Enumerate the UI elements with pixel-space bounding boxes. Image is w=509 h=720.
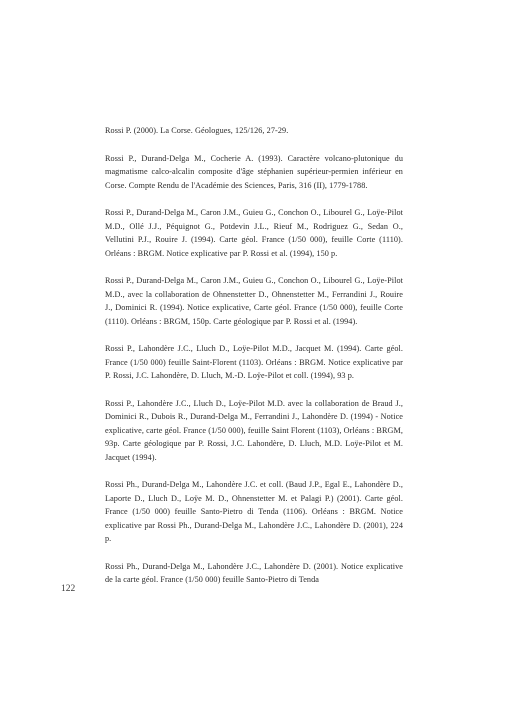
reference-entry: Rossi Ph., Durand-Delga M., Lahondère J.C., Lahondère D. (2001). Notice explicative de la carte géol. France (1/50 000) feuille Santo-Pietro di Tenda bbox=[105, 561, 403, 584]
reference-entry: Rossi P., Lahondère J.C., Lluch D., Loÿe-Pilot M.D. avec la collaboration de Braud J., Dominici R., Dubois R., Durand-Delga M., Ferrandini J., Lahondère D. (1994) - Notice explicative, carte géol. France (1/50 000), feuille Saint Florent (1103), Orléans : BRGM, 93p. Carte géologique par P. Rossi, J.C. Lahondère, D. Lluch, M.D. Loÿe-Pilot et M. Jacquet (1994). bbox=[105, 398, 403, 462]
reference-entry: Rossi P., Durand-Delga M., Caron J.M., Guieu G., Conchon O., Libourel G., Loÿe-Pilot M.D., Ollé J.J., Péquignot G., Potdevin J.L., Rieuf M., Rodriguez G., Sedan O., Vellutini P.J., Rouire J. (1994). Carte géol. France (1/50 000), feuille Corte (1110). Orléans : BRGM. Notice explicative par P. Rossi et al. (1994), 150 p. bbox=[105, 208, 403, 258]
reference-entry: Rossi P., Durand-Delga M., Cocherie A. (1993). Caractère volcano-plutonique du magmatisme calco-alcalin composite d'âge stéphanien supérieur-permien inférieur en Corse. Compte Rendu de l'Académie des Sciences, Paris, 316 (II), 1779-1788. bbox=[105, 153, 403, 190]
reference-entry: Rossi Ph., Durand-Delga M., Lahondère J.C. et coll. (Baud J.P., Egal E., Lahondère D., Laporte D., Lluch D., Loÿe M. D., Ohnenstetter M. et Palagi P.) (2001). Carte géol. France (1/50 000) feuille Santo-Pietro di Tenda (1106). Orléans : BRGM. Notice explicative par Rossi Ph., Durand-Delga M., Lahondère J.C., Lahondère D. (2001), 224 p. bbox=[105, 480, 403, 543]
reference-entry: Rossi P., Lahondère J.C., Lluch D., Loÿe-Pilot M.D., Jacquet M. (1994). Carte géol. France (1/50 000) feuille Saint-Florent (1103). Orléans : BRGM. Notice explicative par P. Rossi, J.C. Lahondère, D. Lluch, M.-D. Loÿe-Pilot et coll. (1994), 93 p. bbox=[105, 344, 403, 380]
reference-entry: Rossi P., Durand-Delga M., Caron J.M., Guieu G., Conchon O., Libourel G., Loÿe-Pilot M.D., avec la collaboration de Ohnenstetter D., Ohnenstetter M., Ferrandini J., Rouire J., Dominici R. (1994). Notice explicative, Carte géol. France (1/50 000), feuille Corte (1110). Orléans : BRGM, 150p. Carte géologique par P. Rossi et al. (1994). bbox=[105, 276, 403, 326]
page-number: 122 bbox=[61, 584, 76, 594]
reference-entry: Rossi P. (2000). La Corse. Géologues, 125/126, 27-29. bbox=[105, 126, 289, 135]
reference-list bbox=[105, 124, 403, 601]
